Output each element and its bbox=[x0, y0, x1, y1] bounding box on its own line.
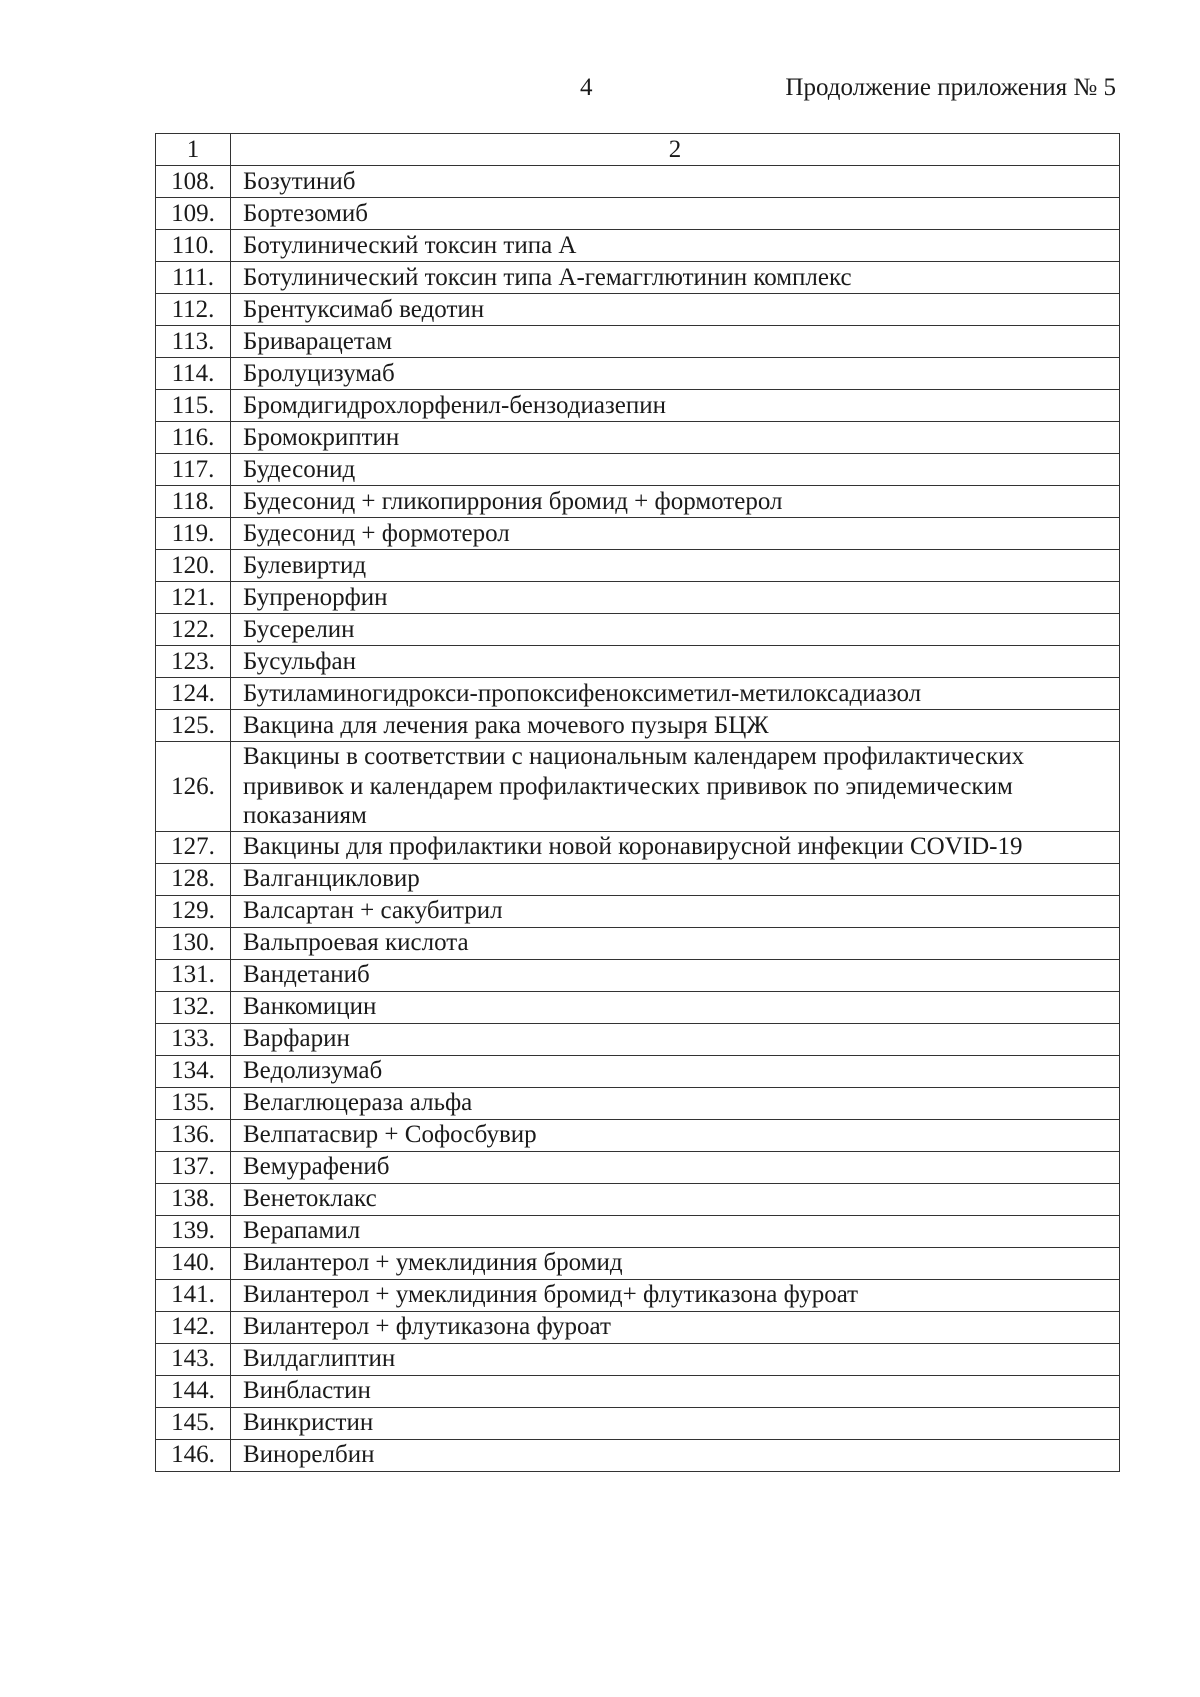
table-row bbox=[156, 1439, 1120, 1471]
table-row bbox=[156, 582, 1120, 614]
table-row bbox=[156, 390, 1120, 422]
drug-name: Валсартан + сакубитрил bbox=[231, 895, 1120, 927]
table-row bbox=[156, 1151, 1120, 1183]
row-number: 132. bbox=[156, 991, 231, 1023]
row-number: 144. bbox=[156, 1375, 231, 1407]
drug-name: Валганцикловир bbox=[231, 863, 1120, 895]
table-row bbox=[156, 1119, 1120, 1151]
row-number: 130. bbox=[156, 927, 231, 959]
drug-name: Верапамил bbox=[231, 1215, 1120, 1247]
table-row bbox=[156, 646, 1120, 678]
table-row bbox=[156, 454, 1120, 486]
row-number: 115. bbox=[156, 390, 231, 422]
table-row bbox=[156, 710, 1120, 742]
appendix-continuation-title: Продолжение приложения № 5 bbox=[785, 74, 1116, 101]
table-row bbox=[156, 326, 1120, 358]
table-row bbox=[156, 262, 1120, 294]
row-number: 139. bbox=[156, 1215, 231, 1247]
drug-name: Бромокриптин bbox=[231, 422, 1120, 454]
drug-name: Винбластин bbox=[231, 1375, 1120, 1407]
row-number: 134. bbox=[156, 1055, 231, 1087]
table-row bbox=[156, 294, 1120, 326]
drug-name: Велаглюцераза альфа bbox=[231, 1087, 1120, 1119]
drug-name: Будесонид bbox=[231, 454, 1120, 486]
row-number: 127. bbox=[156, 831, 231, 863]
row-number: 110. bbox=[156, 230, 231, 262]
drug-name: Будесонид + гликопиррония бромид + формотерол bbox=[231, 486, 1120, 518]
row-number: 116. bbox=[156, 422, 231, 454]
table-row bbox=[156, 1087, 1120, 1119]
row-number: 133. bbox=[156, 1023, 231, 1055]
table-header-row bbox=[156, 134, 1120, 166]
drug-name: Ванкомицин bbox=[231, 991, 1120, 1023]
row-number: 119. bbox=[156, 518, 231, 550]
row-number: 128. bbox=[156, 863, 231, 895]
table-row bbox=[156, 1311, 1120, 1343]
row-number: 140. bbox=[156, 1247, 231, 1279]
row-number: 122. bbox=[156, 614, 231, 646]
row-number: 141. bbox=[156, 1279, 231, 1311]
row-number: 124. bbox=[156, 678, 231, 710]
drug-name: Велпатасвир + Софосбувир bbox=[231, 1119, 1120, 1151]
drug-name: Ведолизумаб bbox=[231, 1055, 1120, 1087]
row-number: 138. bbox=[156, 1183, 231, 1215]
row-number: 143. bbox=[156, 1343, 231, 1375]
row-number: 114. bbox=[156, 358, 231, 390]
table-row bbox=[156, 895, 1120, 927]
table-row bbox=[156, 831, 1120, 863]
drug-name: Винорелбин bbox=[231, 1439, 1120, 1471]
table-row bbox=[156, 422, 1120, 454]
drug-name: Вилантерол + умеклидиния бромид+ флутиказона фуроат bbox=[231, 1279, 1120, 1311]
table-row bbox=[156, 863, 1120, 895]
drug-name: Бозутиниб bbox=[231, 166, 1120, 198]
table-row bbox=[156, 1343, 1120, 1375]
drug-name: Вальпроевая кислота bbox=[231, 927, 1120, 959]
drug-name: Ботулинический токсин типа А bbox=[231, 230, 1120, 262]
table-row bbox=[156, 1215, 1120, 1247]
drug-name: Бутиламиногидрокси-пропоксифеноксиметил-метилоксадиазол bbox=[231, 678, 1120, 710]
row-number: 131. bbox=[156, 959, 231, 991]
table-row bbox=[156, 959, 1120, 991]
row-number: 125. bbox=[156, 710, 231, 742]
drug-name: Бриварацетам bbox=[231, 326, 1120, 358]
table-row bbox=[156, 486, 1120, 518]
table-row bbox=[156, 991, 1120, 1023]
drug-name: Ботулинический токсин типа А-гемагглютинин комплекс bbox=[231, 262, 1120, 294]
row-number: 120. bbox=[156, 550, 231, 582]
drug-name: Венетоклакс bbox=[231, 1183, 1120, 1215]
row-number: 136. bbox=[156, 1119, 231, 1151]
table-row bbox=[156, 1407, 1120, 1439]
row-number: 142. bbox=[156, 1311, 231, 1343]
row-number: 118. bbox=[156, 486, 231, 518]
drug-name: Будесонид + формотерол bbox=[231, 518, 1120, 550]
row-number: 113. bbox=[156, 326, 231, 358]
row-number: 111. bbox=[156, 262, 231, 294]
row-number: 135. bbox=[156, 1087, 231, 1119]
drug-name: Вакцина для лечения рака мочевого пузыря БЦЖ bbox=[231, 710, 1120, 742]
drug-name: Вакцины для профилактики новой коронавирусной инфекции COVID-19 bbox=[231, 831, 1120, 863]
drug-name: Бролуцизумаб bbox=[231, 358, 1120, 390]
drug-name: Бортезомиб bbox=[231, 198, 1120, 230]
drug-name: Вилдаглиптин bbox=[231, 1343, 1120, 1375]
table-row bbox=[156, 230, 1120, 262]
drug-name: Бромдигидрохлорфенил-бензодиазепин bbox=[231, 390, 1120, 422]
page-number: 4 bbox=[580, 74, 593, 101]
table-row bbox=[156, 1023, 1120, 1055]
row-number: 145. bbox=[156, 1407, 231, 1439]
table-row bbox=[156, 1055, 1120, 1087]
drug-name: Вакцины в соответствии с национальным календарем профилактических прививок и календарем профилактических прививок по эпидемическим показаниям bbox=[231, 742, 1120, 832]
table-row bbox=[156, 927, 1120, 959]
row-number: 117. bbox=[156, 454, 231, 486]
table-row bbox=[156, 614, 1120, 646]
drug-name: Брентуксимаб ведотин bbox=[231, 294, 1120, 326]
table-row bbox=[156, 550, 1120, 582]
column-header-name: 2 bbox=[231, 134, 1120, 166]
drug-name: Вемурафениб bbox=[231, 1151, 1120, 1183]
drug-name: Булевиртид bbox=[231, 550, 1120, 582]
drug-name: Бупренорфин bbox=[231, 582, 1120, 614]
row-number: 129. bbox=[156, 895, 231, 927]
row-number: 146. bbox=[156, 1439, 231, 1471]
drug-name: Вандетаниб bbox=[231, 959, 1120, 991]
row-number: 121. bbox=[156, 582, 231, 614]
drug-list-table bbox=[155, 133, 1120, 1472]
row-number: 123. bbox=[156, 646, 231, 678]
row-number: 126. bbox=[156, 742, 231, 832]
drug-name: Вилантерол + умеклидиния бромид bbox=[231, 1247, 1120, 1279]
table-row bbox=[156, 1375, 1120, 1407]
drug-name: Винкристин bbox=[231, 1407, 1120, 1439]
table-row bbox=[156, 166, 1120, 198]
row-number: 137. bbox=[156, 1151, 231, 1183]
row-number: 112. bbox=[156, 294, 231, 326]
table-row bbox=[156, 678, 1120, 710]
table-row bbox=[156, 518, 1120, 550]
drug-name: Вилантерол + флутиказона фуроат bbox=[231, 1311, 1120, 1343]
table-row bbox=[156, 1247, 1120, 1279]
table-row bbox=[156, 1279, 1120, 1311]
drug-name: Бусерелин bbox=[231, 614, 1120, 646]
column-header-number: 1 bbox=[156, 134, 231, 166]
table-row bbox=[156, 742, 1120, 832]
table-row bbox=[156, 1183, 1120, 1215]
drug-name: Варфарин bbox=[231, 1023, 1120, 1055]
row-number: 109. bbox=[156, 198, 231, 230]
table-row bbox=[156, 198, 1120, 230]
drug-name: Бусульфан bbox=[231, 646, 1120, 678]
row-number: 108. bbox=[156, 166, 231, 198]
table-row bbox=[156, 358, 1120, 390]
